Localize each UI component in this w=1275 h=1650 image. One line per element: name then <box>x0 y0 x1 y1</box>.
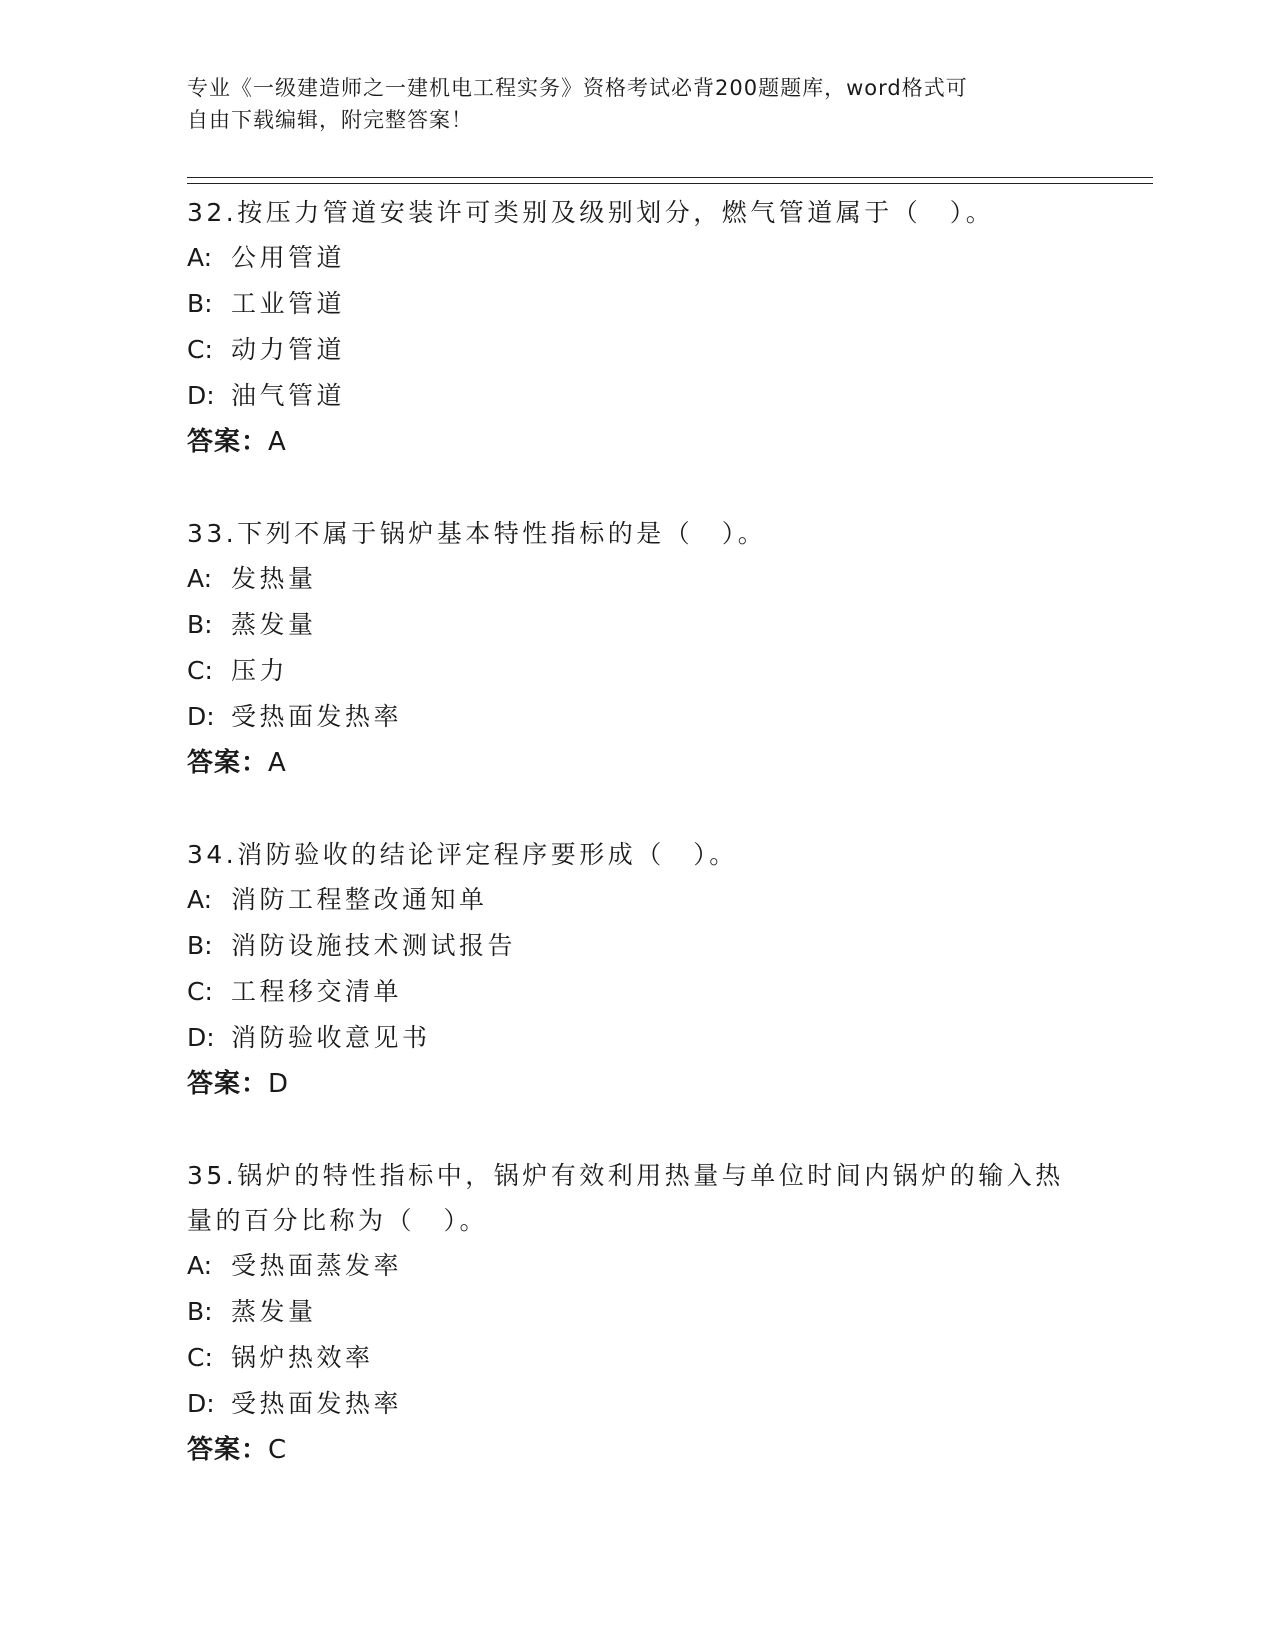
question-stem-line: 33.下列不属于锅炉基本特性指标的是（ ）。 <box>187 519 767 548</box>
option-text: 工程移交清单 <box>231 977 403 1006</box>
option-text: 动力管道 <box>231 335 346 364</box>
option-text: 消防工程整改通知单 <box>231 885 488 914</box>
option-b <box>187 281 1087 327</box>
header-line-2: 自由下载编辑，附完整答案！ <box>187 108 473 132</box>
option-text: 蒸发量 <box>231 610 317 639</box>
document-header <box>187 72 1067 136</box>
answer-value: C <box>268 1435 288 1465</box>
option-text: 锅炉热效率 <box>231 1343 374 1372</box>
option-a <box>187 1243 1087 1289</box>
option-b <box>187 923 1087 969</box>
answer-line <box>187 1427 1087 1473</box>
option-letter: D: <box>187 702 215 731</box>
answer-value: A <box>268 748 287 778</box>
option-c <box>187 969 1087 1015</box>
answer-label: 答案： <box>187 427 269 457</box>
header-divider-bottom <box>187 183 1153 184</box>
option-letter: C: <box>187 1343 213 1372</box>
option-b <box>187 602 1087 648</box>
option-letter: B: <box>187 610 213 639</box>
question-33 <box>187 511 1087 786</box>
option-d <box>187 373 1087 419</box>
option-text: 受热面发热率 <box>231 1389 403 1418</box>
answer-label: 答案： <box>187 1069 269 1099</box>
option-text: 油气管道 <box>231 381 346 410</box>
option-text: 受热面发热率 <box>231 702 403 731</box>
option-d <box>187 694 1087 740</box>
option-text: 压力 <box>231 656 289 685</box>
question-stem <box>187 190 1087 235</box>
option-a <box>187 877 1087 923</box>
option-letter: D: <box>187 381 215 410</box>
option-letter: B: <box>187 931 213 960</box>
option-d <box>187 1015 1087 1061</box>
header-line-1: 专业《一级建造师之一建机电工程实务》资格考试必背200题题库，word格式可 <box>187 76 968 100</box>
option-letter: A: <box>187 564 213 593</box>
option-text: 受热面蒸发率 <box>231 1251 403 1280</box>
option-a <box>187 556 1087 602</box>
option-text: 消防验收意见书 <box>231 1023 431 1052</box>
option-letter: C: <box>187 656 213 685</box>
option-text: 消防设施技术测试报告 <box>231 931 517 960</box>
question-stem-line: 量的百分比称为（ ）。 <box>187 1206 489 1235</box>
question-stem-line: 32.按压力管道安装许可类别及级别划分，燃气管道属于（ ）。 <box>187 198 995 227</box>
option-c <box>187 327 1087 373</box>
option-letter: B: <box>187 1297 213 1326</box>
question-stem <box>187 1153 1087 1243</box>
option-text: 公用管道 <box>231 243 346 272</box>
option-text: 蒸发量 <box>231 1297 317 1326</box>
answer-line <box>187 1061 1087 1107</box>
question-34 <box>187 832 1087 1107</box>
option-c <box>187 648 1087 694</box>
question-stem <box>187 832 1087 877</box>
option-d <box>187 1381 1087 1427</box>
option-letter: C: <box>187 335 213 364</box>
question-35 <box>187 1153 1087 1473</box>
question-stem <box>187 511 1087 556</box>
option-letter: B: <box>187 289 213 318</box>
answer-label: 答案： <box>187 1435 269 1465</box>
option-text: 工业管道 <box>231 289 346 318</box>
header-divider-top <box>187 177 1153 178</box>
option-letter: A: <box>187 885 213 914</box>
answer-line <box>187 740 1087 786</box>
option-letter: D: <box>187 1389 215 1418</box>
option-c <box>187 1335 1087 1381</box>
answer-line <box>187 419 1087 465</box>
option-letter: A: <box>187 1251 213 1280</box>
option-letter: C: <box>187 977 213 1006</box>
option-letter: D: <box>187 1023 215 1052</box>
answer-value: A <box>268 427 287 457</box>
question-32 <box>187 190 1087 465</box>
option-b <box>187 1289 1087 1335</box>
question-stem-line: 34.消防验收的结论评定程序要形成（ ）。 <box>187 840 738 869</box>
option-a <box>187 235 1087 281</box>
option-text: 发热量 <box>231 564 317 593</box>
answer-label: 答案： <box>187 748 269 778</box>
question-stem-line: 35.锅炉的特性指标中，锅炉有效利用热量与单位时间内锅炉的输入热 <box>187 1161 1064 1190</box>
answer-value: D <box>268 1069 290 1099</box>
question-list <box>187 190 1087 1519</box>
option-letter: A: <box>187 243 213 272</box>
